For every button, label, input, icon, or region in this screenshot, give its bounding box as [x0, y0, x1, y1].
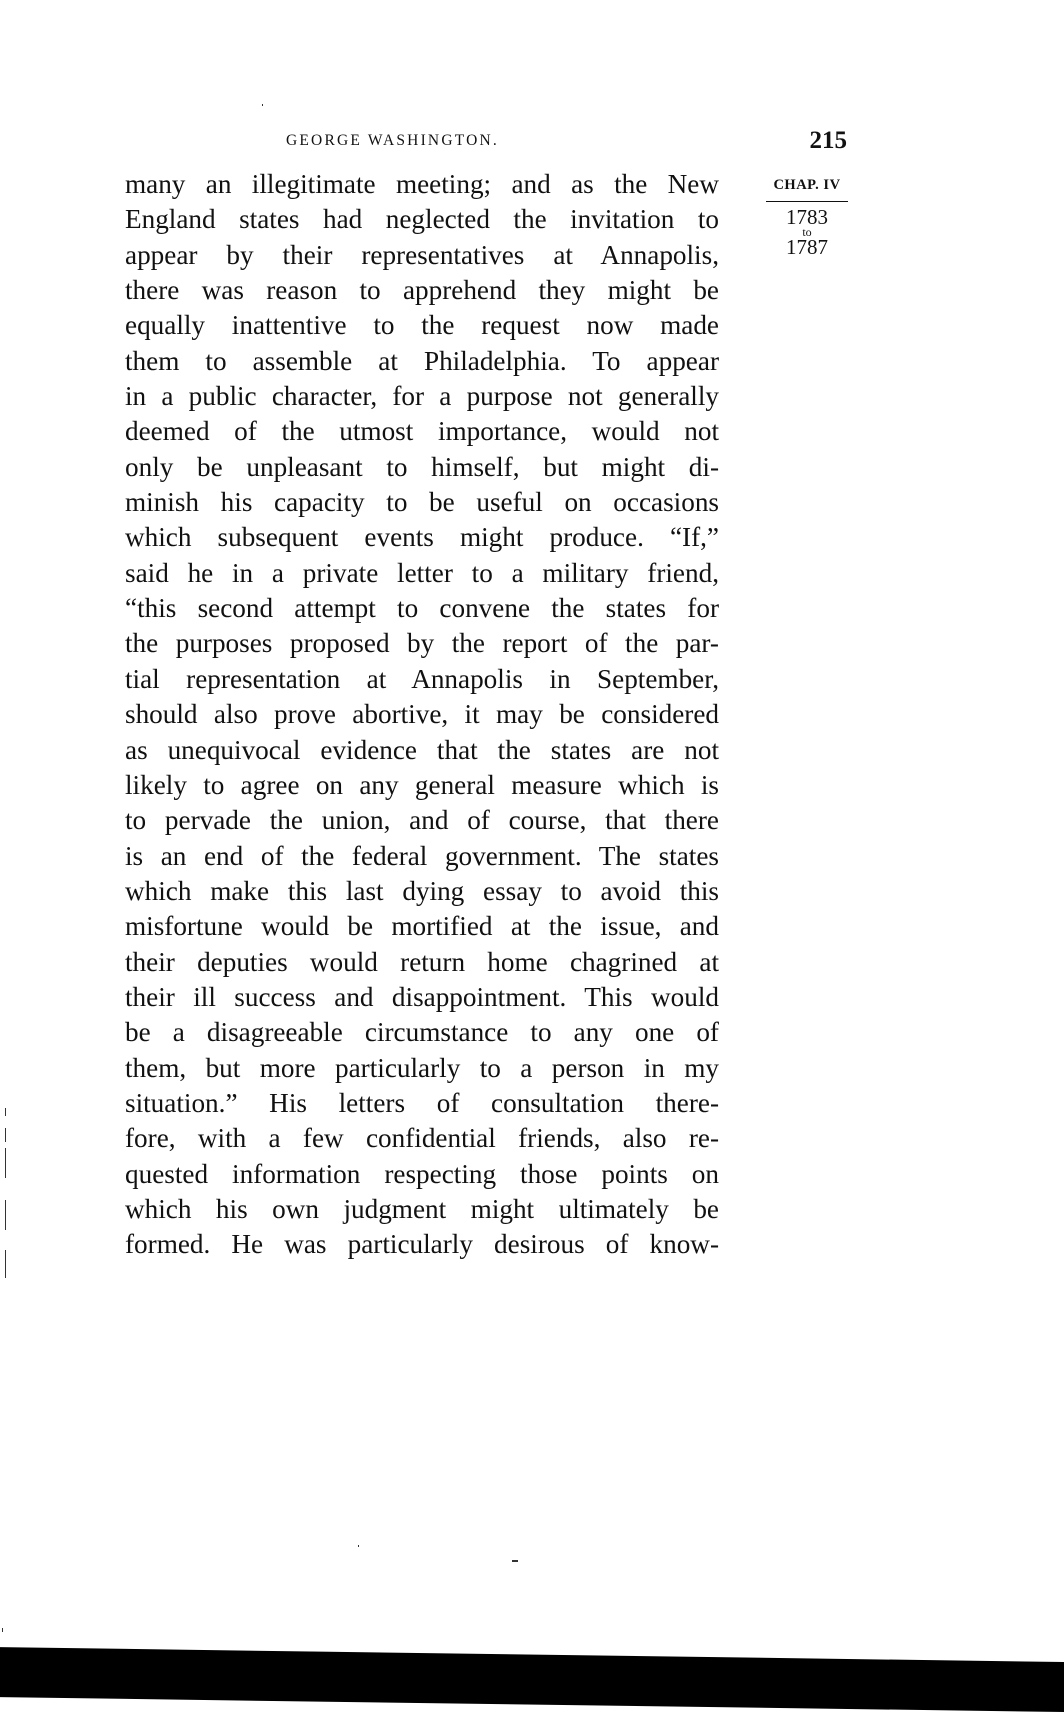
margin-rule	[766, 201, 848, 202]
text-line: England states had neglected the invitation to	[125, 204, 719, 235]
text-line: appear by their representatives at Annapolis,	[125, 239, 719, 270]
text-line: tial representation at Annapolis in September,	[125, 663, 719, 694]
page-number: 215	[809, 127, 847, 154]
text-line: only be unpleasant to himself, but might di-	[125, 451, 719, 482]
text-line: formed. He was particularly desirous of know-	[125, 1229, 719, 1260]
text-line: misfortune would be mortified at the issue, and	[125, 911, 719, 942]
text-line: which subsequent events might produce. “If,”	[125, 522, 719, 553]
text-line: them, but more particularly to a person in my	[125, 1052, 719, 1083]
text-line: in a public character, for a purpose not generally	[125, 381, 719, 412]
year-connector: to	[802, 225, 812, 239]
margin-note	[768, 177, 846, 257]
scan-edge-band	[0, 1647, 1064, 1712]
text-line: which make this last dying essay to avoid this	[125, 875, 719, 906]
scan-speck	[512, 1560, 518, 1562]
year-end: 1787	[786, 235, 828, 259]
text-line: their ill success and disappointment. This would	[125, 981, 719, 1012]
text-line: fore, with a few confidential friends, also re-	[125, 1123, 719, 1154]
text-line: situation.” His letters of consultation there-	[125, 1087, 719, 1118]
year-start: 1783	[786, 205, 828, 229]
text-line: their deputies would return home chagrined at	[125, 946, 719, 977]
text-line: is an end of the federal government. The states	[125, 840, 719, 871]
scan-speck	[5, 1250, 6, 1278]
text-line: them to assemble at Philadelphia. To appear	[125, 345, 719, 376]
text-line: there was reason to apprehend they might be	[125, 275, 719, 306]
text-line: equally inattentive to the request now made	[125, 310, 719, 341]
text-line: many an illegitimate meeting; and as the New	[125, 169, 719, 199]
text-line: to pervade the union, and of course, that there	[125, 805, 719, 836]
text-line: should also prove abortive, it may be considered	[125, 699, 719, 730]
text-line: “this second attempt to convene the states for	[125, 593, 719, 624]
text-line: deemed of the utmost importance, would not	[125, 416, 719, 447]
scan-speck	[358, 1545, 359, 1547]
text-line: the purposes proposed by the report of the par-	[125, 628, 719, 659]
chapter-label: CHAP. IV	[773, 177, 841, 193]
running-head: GEORGE WASHINGTON.	[286, 132, 499, 149]
text-line: which his own judgment might ultimately be	[125, 1193, 719, 1224]
scan-speck	[2, 1628, 3, 1632]
text-line: said he in a private letter to a military friend,	[125, 557, 719, 588]
scan-speck	[262, 104, 263, 106]
text-line: minish his capacity to be useful on occasions	[125, 487, 719, 518]
text-line: be a disagreeable circumstance to any one of	[125, 1017, 719, 1048]
text-line: as unequivocal evidence that the states are not	[125, 734, 719, 765]
text-line: likely to agree on any general measure which is	[125, 769, 719, 800]
scan-speck	[5, 1128, 6, 1142]
scan-speck	[5, 1108, 6, 1116]
body-text	[125, 167, 719, 1263]
scan-speck	[5, 1148, 6, 1178]
scan-speck	[5, 1200, 6, 1230]
text-line: quested information respecting those points on	[125, 1158, 719, 1189]
